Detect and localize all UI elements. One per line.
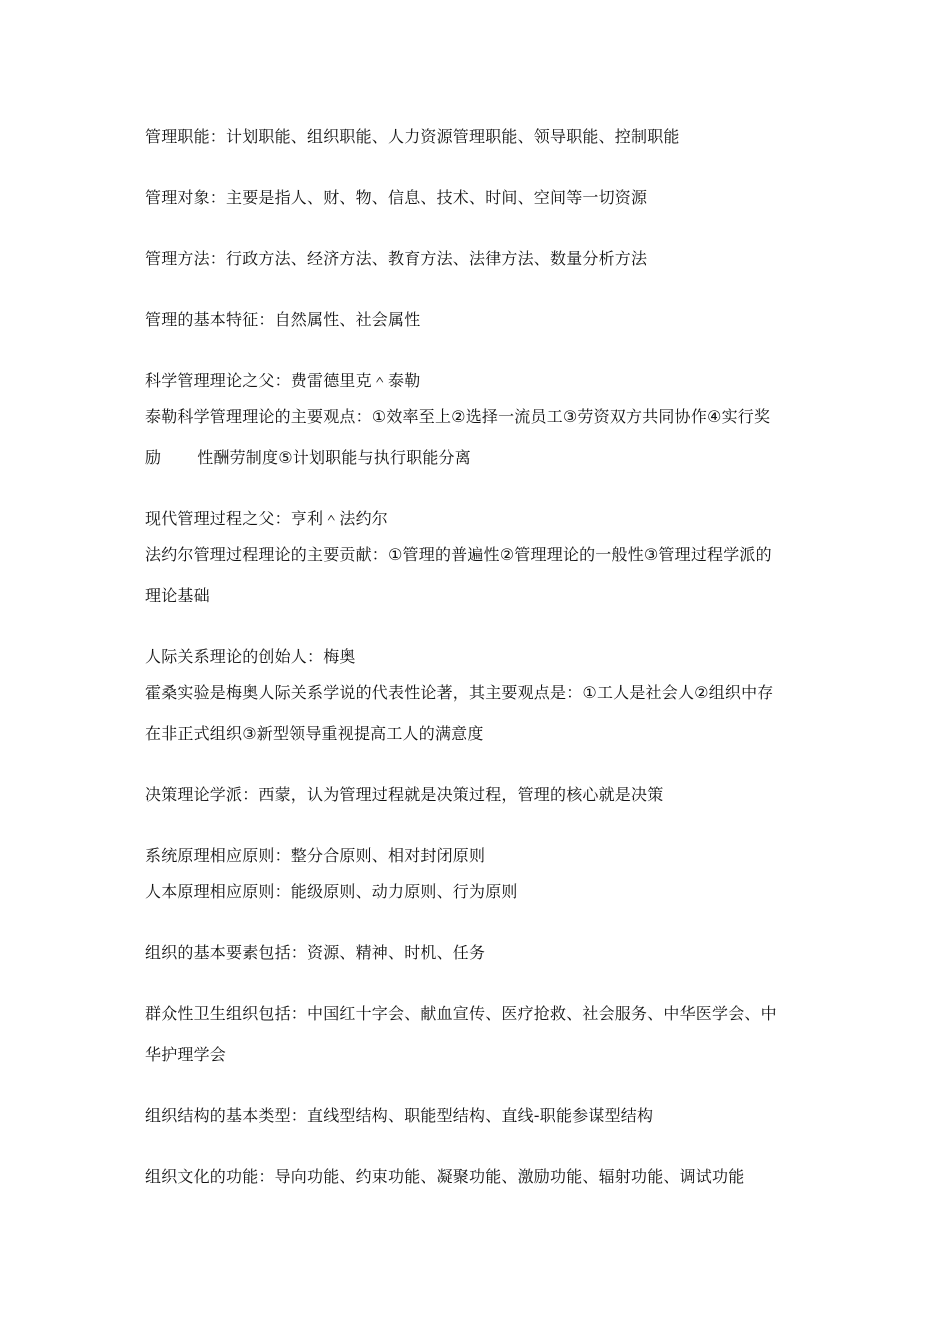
text-line-management-features: 管理的基本特征：自然属性、社会属性 — [145, 310, 421, 329]
text-line-health-organizations-continued: 华护理学会 — [145, 1045, 227, 1064]
text-line-taylor-views-continued — [145, 448, 471, 468]
text-line-fayol-contributions-continued: 理论基础 — [145, 586, 210, 605]
text-line-organization-elements: 组织的基本要素包括：资源、精神、时机、任务 — [145, 943, 486, 962]
text-line-health-organizations: 群众性卫生组织包括：中国红十字会、献血宣传、医疗抢救、社会服务、中华医学会、中 — [145, 1004, 777, 1023]
text-line-management-methods: 管理方法：行政方法、经济方法、教育方法、法律方法、数量分析方法 — [145, 249, 648, 268]
wrap-text: 性酬劳制度⑤计划职能与执行职能分离 — [197, 448, 471, 467]
text-line-fayol-contributions: 法约尔管理过程理论的主要贡献：①管理的普遍性②管理理论的一般性③管理过程学派的 — [145, 545, 772, 564]
text-line-management-objects: 管理对象：主要是指人、财、物、信息、技术、时间、空间等一切资源 — [145, 188, 648, 207]
text-line-decision-theory: 决策理论学派：西蒙，认为管理过程就是决策过程，管理的核心就是决策 — [145, 785, 664, 804]
text-line-org-structure-types: 组织结构的基本类型：直线型结构、职能型结构、直线-职能参谋型结构 — [145, 1106, 654, 1125]
text-line-human-principle: 人本原理相应原则：能级原则、动力原则、行为原则 — [145, 882, 518, 901]
text-line-taylor-views: 泰勒科学管理理论的主要观点：①效率至上②选择一流员工③劳资双方共同协作④实行奖 — [145, 407, 771, 426]
wrap-prefix: 励 — [145, 448, 162, 467]
text-line-system-principle: 系统原理相应原则：整分合原则、相对封闭原则 — [145, 846, 486, 865]
text-line-hawthorne: 霍桑实验是梅奥人际关系学说的代表性论著，其主要观点是：①工人是社会人②组织中存 — [145, 683, 774, 702]
text-line-father-of-management-process: 现代管理过程之父：亨利＾法约尔 — [145, 509, 389, 528]
text-line-hawthorne-continued: 在非正式组织③新型领导重视提高工人的满意度 — [145, 724, 484, 743]
text-line-father-of-scientific-management: 科学管理理论之父：费雷德里克＾泰勒 — [145, 371, 421, 390]
text-line-human-relations-founder: 人际关系理论的创始人：梅奥 — [145, 647, 356, 666]
text-line-org-culture-functions: 组织文化的功能：导向功能、约束功能、凝聚功能、激励功能、辐射功能、调试功能 — [145, 1167, 745, 1186]
text-line-management-functions: 管理职能：计划职能、组织职能、人力资源管理职能、领导职能、控制职能 — [145, 127, 680, 146]
